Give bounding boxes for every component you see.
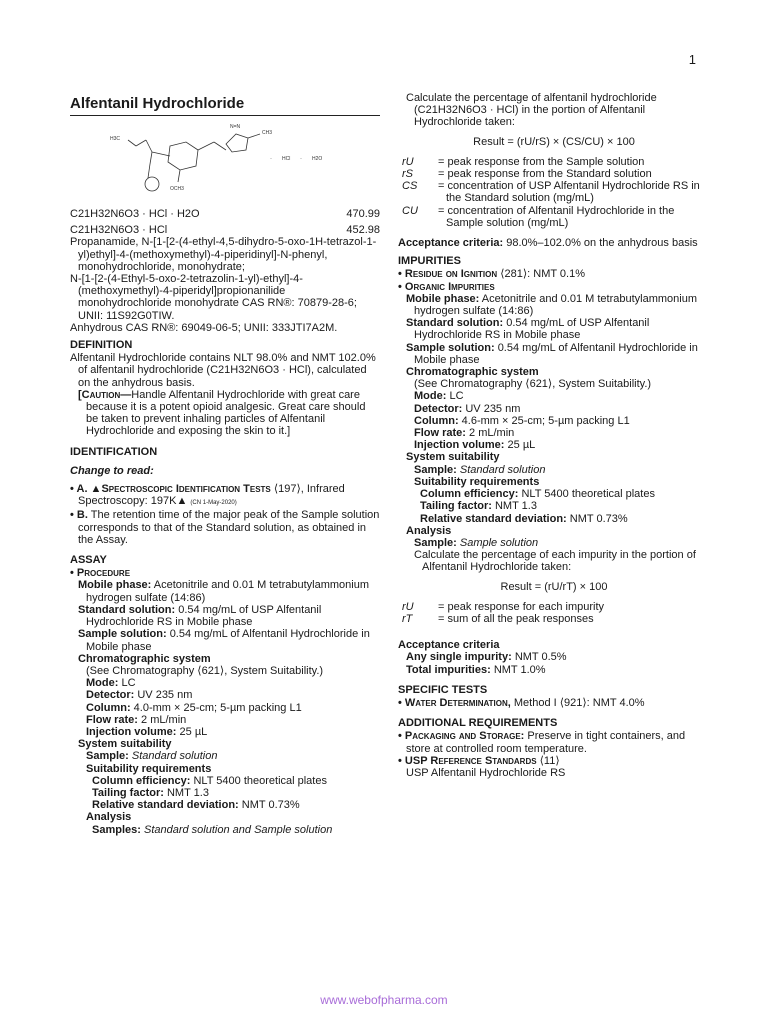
assay-suit-requirements: Suitability requirements xyxy=(86,762,212,775)
oi-tailing-value: NMT 1.3 xyxy=(494,500,537,513)
assay-system-suitability: System suitability xyxy=(78,738,172,751)
assay-detector xyxy=(70,689,380,701)
structure-label-och3: OCH3 xyxy=(170,186,184,192)
oi-flow-value: 2 mL/min xyxy=(469,427,515,440)
oi-mode-value: LC xyxy=(449,390,464,403)
oi-inj-value: 25 µL xyxy=(507,439,536,452)
oi-standard-value: 0.54 mg/mL of USP Alfentanil Hydrochloride RS in Mobile phase xyxy=(414,317,650,342)
oi-mode-label: Mode: xyxy=(414,390,447,403)
assay-chrom-see: (See Chromatography ⟨621⟩, System Suitability.) xyxy=(86,664,324,677)
def-symbol: rT xyxy=(402,612,413,625)
oi-rsd xyxy=(398,513,710,525)
oi-suit-requirements: Suitability requirements xyxy=(414,475,540,488)
water-determination xyxy=(398,697,710,709)
formula-row-hydrate xyxy=(70,208,380,220)
definition-heading: DEFINITION xyxy=(70,339,133,352)
assay-column-value: 4.0-mm × 25-cm; 5-µm packing L1 xyxy=(133,701,302,714)
usp-reference-item: USP Alfentanil Hydrochloride RS xyxy=(406,766,566,779)
oi-column xyxy=(398,415,710,427)
oi-acceptance-criteria: Acceptance criteria xyxy=(398,639,500,652)
monograph-title: Alfentanil Hydrochloride xyxy=(70,95,380,116)
assay-suit-sample-label: Sample: xyxy=(86,750,129,763)
oi-mobile-phase xyxy=(398,293,710,317)
caution-text: Handle Alfentanil Hydrochloride with great care because it is a potent opioid analgesic. Great care should be taken to prevent inhaling particles of Alfentanil Hydrochloride and exposing the skin to it.] xyxy=(86,388,366,438)
anhydrous-cas: Anhydrous CAS RN®: 69049-06-5; UNII: 333JTI7A2M. xyxy=(70,321,338,334)
assay-mode-label: Mode: xyxy=(86,677,119,690)
oi-mobile-phase-value: Acetonitrile and 0.01 M tetrabutylammonium hydrogen sulfate (14:86) xyxy=(414,292,698,318)
identification-a-text: ⟨197⟩, Infrared Spectroscopy: 197K▲ xyxy=(78,483,345,508)
assay-detector-value: UV 235 nm xyxy=(137,689,193,702)
oi-mode xyxy=(398,390,710,402)
assay-column xyxy=(70,702,380,714)
assay-tailing-label: Tailing factor: xyxy=(92,786,164,799)
change-to-read: Change to read: xyxy=(70,464,154,477)
assay-rsd xyxy=(70,799,380,811)
result-equation-1: Result = (rU/rS) × (CS/CU) × 100 xyxy=(473,135,635,148)
oi-mobile-phase-label: Mobile phase: xyxy=(406,292,480,305)
assay-mobile-phase-value: Acetonitrile and 0.01 M tetrabutylammonium hydrogen sulfate (14:86) xyxy=(86,579,370,604)
organic-impurities-heading: • Organic Impurities xyxy=(398,280,495,293)
oi-an-sample-value: Sample solution xyxy=(459,536,539,549)
oi-flow-label: Flow rate: xyxy=(414,427,466,440)
assay-column-efficiency xyxy=(70,775,380,787)
definitions-1 xyxy=(402,156,710,229)
assay-rsd-value: NMT 0.73% xyxy=(241,799,300,812)
usp-label: • USP Reference Standards xyxy=(398,754,537,767)
oi-detector xyxy=(398,403,710,415)
assay-standard-value: 0.54 mg/mL of USP Alfentanil Hydrochloride RS in Mobile phase xyxy=(86,603,322,629)
assay-mobile-phase-label: Mobile phase: xyxy=(78,579,152,592)
identification-b-label: • B. xyxy=(70,509,88,522)
oi-column-efficiency xyxy=(398,488,710,500)
oi-an-sample-label: Sample: xyxy=(414,536,457,549)
assay-sample-solution xyxy=(70,628,380,652)
def-text: = peak response from the Sample solution xyxy=(438,155,645,168)
structure-label-h2o: H2O xyxy=(312,156,323,162)
oi-col-eff-label: Column efficiency: xyxy=(420,488,519,501)
oi-column-label: Column: xyxy=(414,414,459,427)
procedure-heading: • Procedure xyxy=(70,567,131,580)
oi-tailing-label: Tailing factor: xyxy=(420,500,492,513)
oi-detector-value: UV 235 nm xyxy=(465,402,521,415)
assay-inj-value: 25 µL xyxy=(179,725,208,738)
assay-heading: ASSAY xyxy=(70,554,107,567)
structure-dot-2: · xyxy=(300,156,302,162)
oi-column-value: 4.6-mm × 25-cm; 5-µm packing L1 xyxy=(461,414,630,427)
assay-suit-sample xyxy=(70,750,380,762)
result-equation-2: Result = (rU/rT) × 100 xyxy=(500,580,608,593)
oi-standard-label: Standard solution: xyxy=(406,317,504,330)
additional-requirements-heading: ADDITIONAL REQUIREMENTS xyxy=(398,717,558,730)
assay-samples-label: Samples: xyxy=(92,823,141,836)
acceptance-value: 98.0%–102.0% on the anhydrous basis xyxy=(506,237,698,250)
assay-sample-label: Sample solution: xyxy=(78,628,167,641)
assay-flow-label: Flow rate: xyxy=(86,713,138,726)
oi-suit-sample-value: Standard solution xyxy=(459,463,546,476)
assay-rsd-label: Relative standard deviation: xyxy=(92,799,239,812)
pkg-label: • Packaging and Storage: xyxy=(398,730,525,743)
molecular-weight: 470.99 xyxy=(346,208,380,220)
assay-sample-value: 0.54 mg/mL of Alfentanil Hydrochloride in Mobile phase xyxy=(86,628,370,653)
single-label: Any single impurity: xyxy=(406,651,512,664)
acceptance-label: Acceptance criteria: xyxy=(398,237,504,250)
chemical-structure xyxy=(70,120,380,198)
def-text: = peak response from the Standard solution xyxy=(438,168,652,181)
molecular-weight-anhydrous: 452.98 xyxy=(346,224,380,237)
oi-inj-label: Injection volume: xyxy=(414,439,505,452)
assay-chrom-system: Chromatographic system xyxy=(78,652,211,665)
def-text: = concentration of USP Alfentanil Hydrochloride RS in the Standard solution (mg/mL) xyxy=(438,180,700,205)
total-label: Total impurities: xyxy=(406,663,491,676)
water-value: Method I ⟨921⟩: NMT 4.0% xyxy=(513,696,645,709)
roi-label: • Residue on Ignition xyxy=(398,268,498,281)
assay-col-eff-label: Column efficiency: xyxy=(92,774,191,787)
assay-tailing-value: NMT 1.3 xyxy=(166,786,209,799)
assay-flow-rate xyxy=(70,714,380,726)
oi-analysis-sample xyxy=(398,537,710,549)
def-symbol: rU xyxy=(402,155,414,168)
specific-tests-heading: SPECIFIC TESTS xyxy=(398,683,488,696)
assay-standard-label: Standard solution: xyxy=(78,603,176,616)
structure-drawing xyxy=(70,120,380,198)
packaging-storage xyxy=(398,730,710,754)
assay-mobile-phase xyxy=(70,579,380,603)
def-text: = concentration of Alfentanil Hydrochloride in the Sample solution (mg/mL) xyxy=(438,204,675,229)
assay-standard-solution xyxy=(70,604,380,628)
structure-label-hcl: HCl xyxy=(282,156,291,162)
oi-analysis: Analysis xyxy=(406,524,452,537)
assay-flow-value: 2 mL/min xyxy=(141,713,187,726)
oi-system-suitability: System suitability xyxy=(406,451,500,464)
chemical-name-2: N-[1-[2-(4-Ethyl-5-oxo-2-tetrazolin-1-yl)-ethyl]-4-(methoxymethyl)-4-piperidyl]propionanilide monohydrochloride monohydrate CAS RN®: 70879-28-6; UNII: 11S92G0TIW. xyxy=(70,273,357,322)
assay-mode xyxy=(70,677,380,689)
assay-col-eff-value: NLT 5400 theoretical plates xyxy=(193,774,327,787)
assay-column-label: Column: xyxy=(86,701,131,714)
oi-tailing-factor xyxy=(398,500,710,512)
oi-flow-rate xyxy=(398,427,710,439)
def-text: = peak response for each impurity xyxy=(438,600,605,613)
structure-label-h3c: H3C xyxy=(110,136,121,142)
identification-b xyxy=(70,509,380,546)
oi-suit-sample xyxy=(398,464,710,476)
assay-mode-value: LC xyxy=(121,677,136,690)
page-number: 1 xyxy=(688,52,696,67)
oi-rsd-label: Relative standard deviation: xyxy=(420,512,567,525)
caution-label: [Caution— xyxy=(78,388,132,401)
oi-sample-solution xyxy=(398,342,710,366)
footer-website-link[interactable]: www.webofpharma.com xyxy=(320,993,448,1007)
oi-injection-volume xyxy=(398,439,710,451)
assay-inj-label: Injection volume: xyxy=(86,725,177,738)
identification-a-label: • A. ▲Spectroscopic Identification Tests xyxy=(70,483,271,496)
left-column xyxy=(70,92,380,836)
oi-sample-label: Sample solution: xyxy=(406,341,495,354)
def-text: = sum of all the peak responses xyxy=(438,612,594,625)
identification-a xyxy=(70,483,380,509)
right-column xyxy=(398,92,710,779)
impurities-heading: IMPURITIES xyxy=(398,255,461,268)
oi-standard-solution xyxy=(398,317,710,341)
assay-analysis: Analysis xyxy=(86,811,132,824)
oi-suit-sample-label: Sample: xyxy=(414,463,457,476)
pkg-value: Preserve in tight containers, and store at controlled room temperature. xyxy=(406,730,686,755)
structure-label-nn: N=N xyxy=(230,124,241,130)
identification-a-note: (CN 1-May-2020) xyxy=(190,500,237,507)
total-value: NMT 1.0% xyxy=(493,663,546,676)
molecular-formula: C21H32N6O3 · HCl · H2O xyxy=(70,208,200,220)
roi-value: ⟨281⟩: NMT 0.1% xyxy=(500,268,586,281)
usp-value: ⟨11⟩ xyxy=(539,754,560,767)
definition-text: Alfentanil Hydrochloride contains NLT 98.0% and NMT 102.0% of alfentanil hydrochloride (C21H32N6O3 · HCl), calculated on the anhydrous basis. xyxy=(70,352,376,389)
def-symbol: rS xyxy=(402,168,413,181)
structure-dot-1: · xyxy=(270,156,272,162)
assay-samples xyxy=(70,824,380,836)
def-symbol: CS xyxy=(402,180,418,193)
oi-col-eff-value: NLT 5400 theoretical plates xyxy=(521,488,655,501)
assay-samples-value: Standard solution and Sample solution xyxy=(143,823,333,836)
molecular-formula-anhydrous: C21H32N6O3 · HCl xyxy=(70,224,168,237)
caution-note xyxy=(70,389,380,438)
oi-chrom-system: Chromatographic system xyxy=(406,366,539,379)
identification-b-text: The retention time of the major peak of the Sample solution corresponds to that of the Standard solution, as obtained in the Assay. xyxy=(78,509,380,546)
definitions-2 xyxy=(402,601,710,625)
assay-injection-volume xyxy=(70,726,380,738)
single-value: NMT 0.5% xyxy=(514,651,567,664)
any-single-impurity xyxy=(398,651,710,663)
total-impurities xyxy=(398,664,710,676)
assay-tailing-factor xyxy=(70,787,380,799)
structure-label-ch3: CH3 xyxy=(262,130,273,136)
oi-calc-intro: Calculate the percentage of each impurity in the portion of Alfentanil Hydrochloride taken: xyxy=(414,549,696,574)
oi-detector-label: Detector: xyxy=(414,402,463,415)
oi-sample-value: 0.54 mg/mL of Alfentanil Hydrochloride in Mobile phase xyxy=(414,341,698,366)
residue-on-ignition xyxy=(398,268,710,280)
oi-rsd-value: NMT 0.73% xyxy=(569,512,628,525)
water-label: • Water Determination, xyxy=(398,696,511,709)
calc-intro: Calculate the percentage of alfentanil hydrochloride (C21H32N6O3 · HCl) in the portion of Alfentanil Hydrochloride taken: xyxy=(406,92,657,129)
acceptance-criteria xyxy=(398,237,710,249)
identification-heading: IDENTIFICATION xyxy=(70,445,158,458)
assay-suit-sample-value: Standard solution xyxy=(131,750,218,763)
usp-reference-standards xyxy=(398,755,710,767)
formula-row-anhydrous xyxy=(70,224,380,236)
oi-chrom-see: (See Chromatography ⟨621⟩, System Suitability.) xyxy=(414,378,652,391)
def-symbol: CU xyxy=(402,204,418,217)
assay-detector-label: Detector: xyxy=(86,689,135,702)
chemical-name-1: Propanamide, N-[1-[2-(4-ethyl-4,5-dihydro-5-oxo-1H-tetrazol-1-yl)ethyl]-4-(methoxymethyl)-4-piperidinyl]-N-phenyl, monohydrochloride, monohydrate; xyxy=(70,236,377,273)
def-symbol: rU xyxy=(402,600,414,613)
